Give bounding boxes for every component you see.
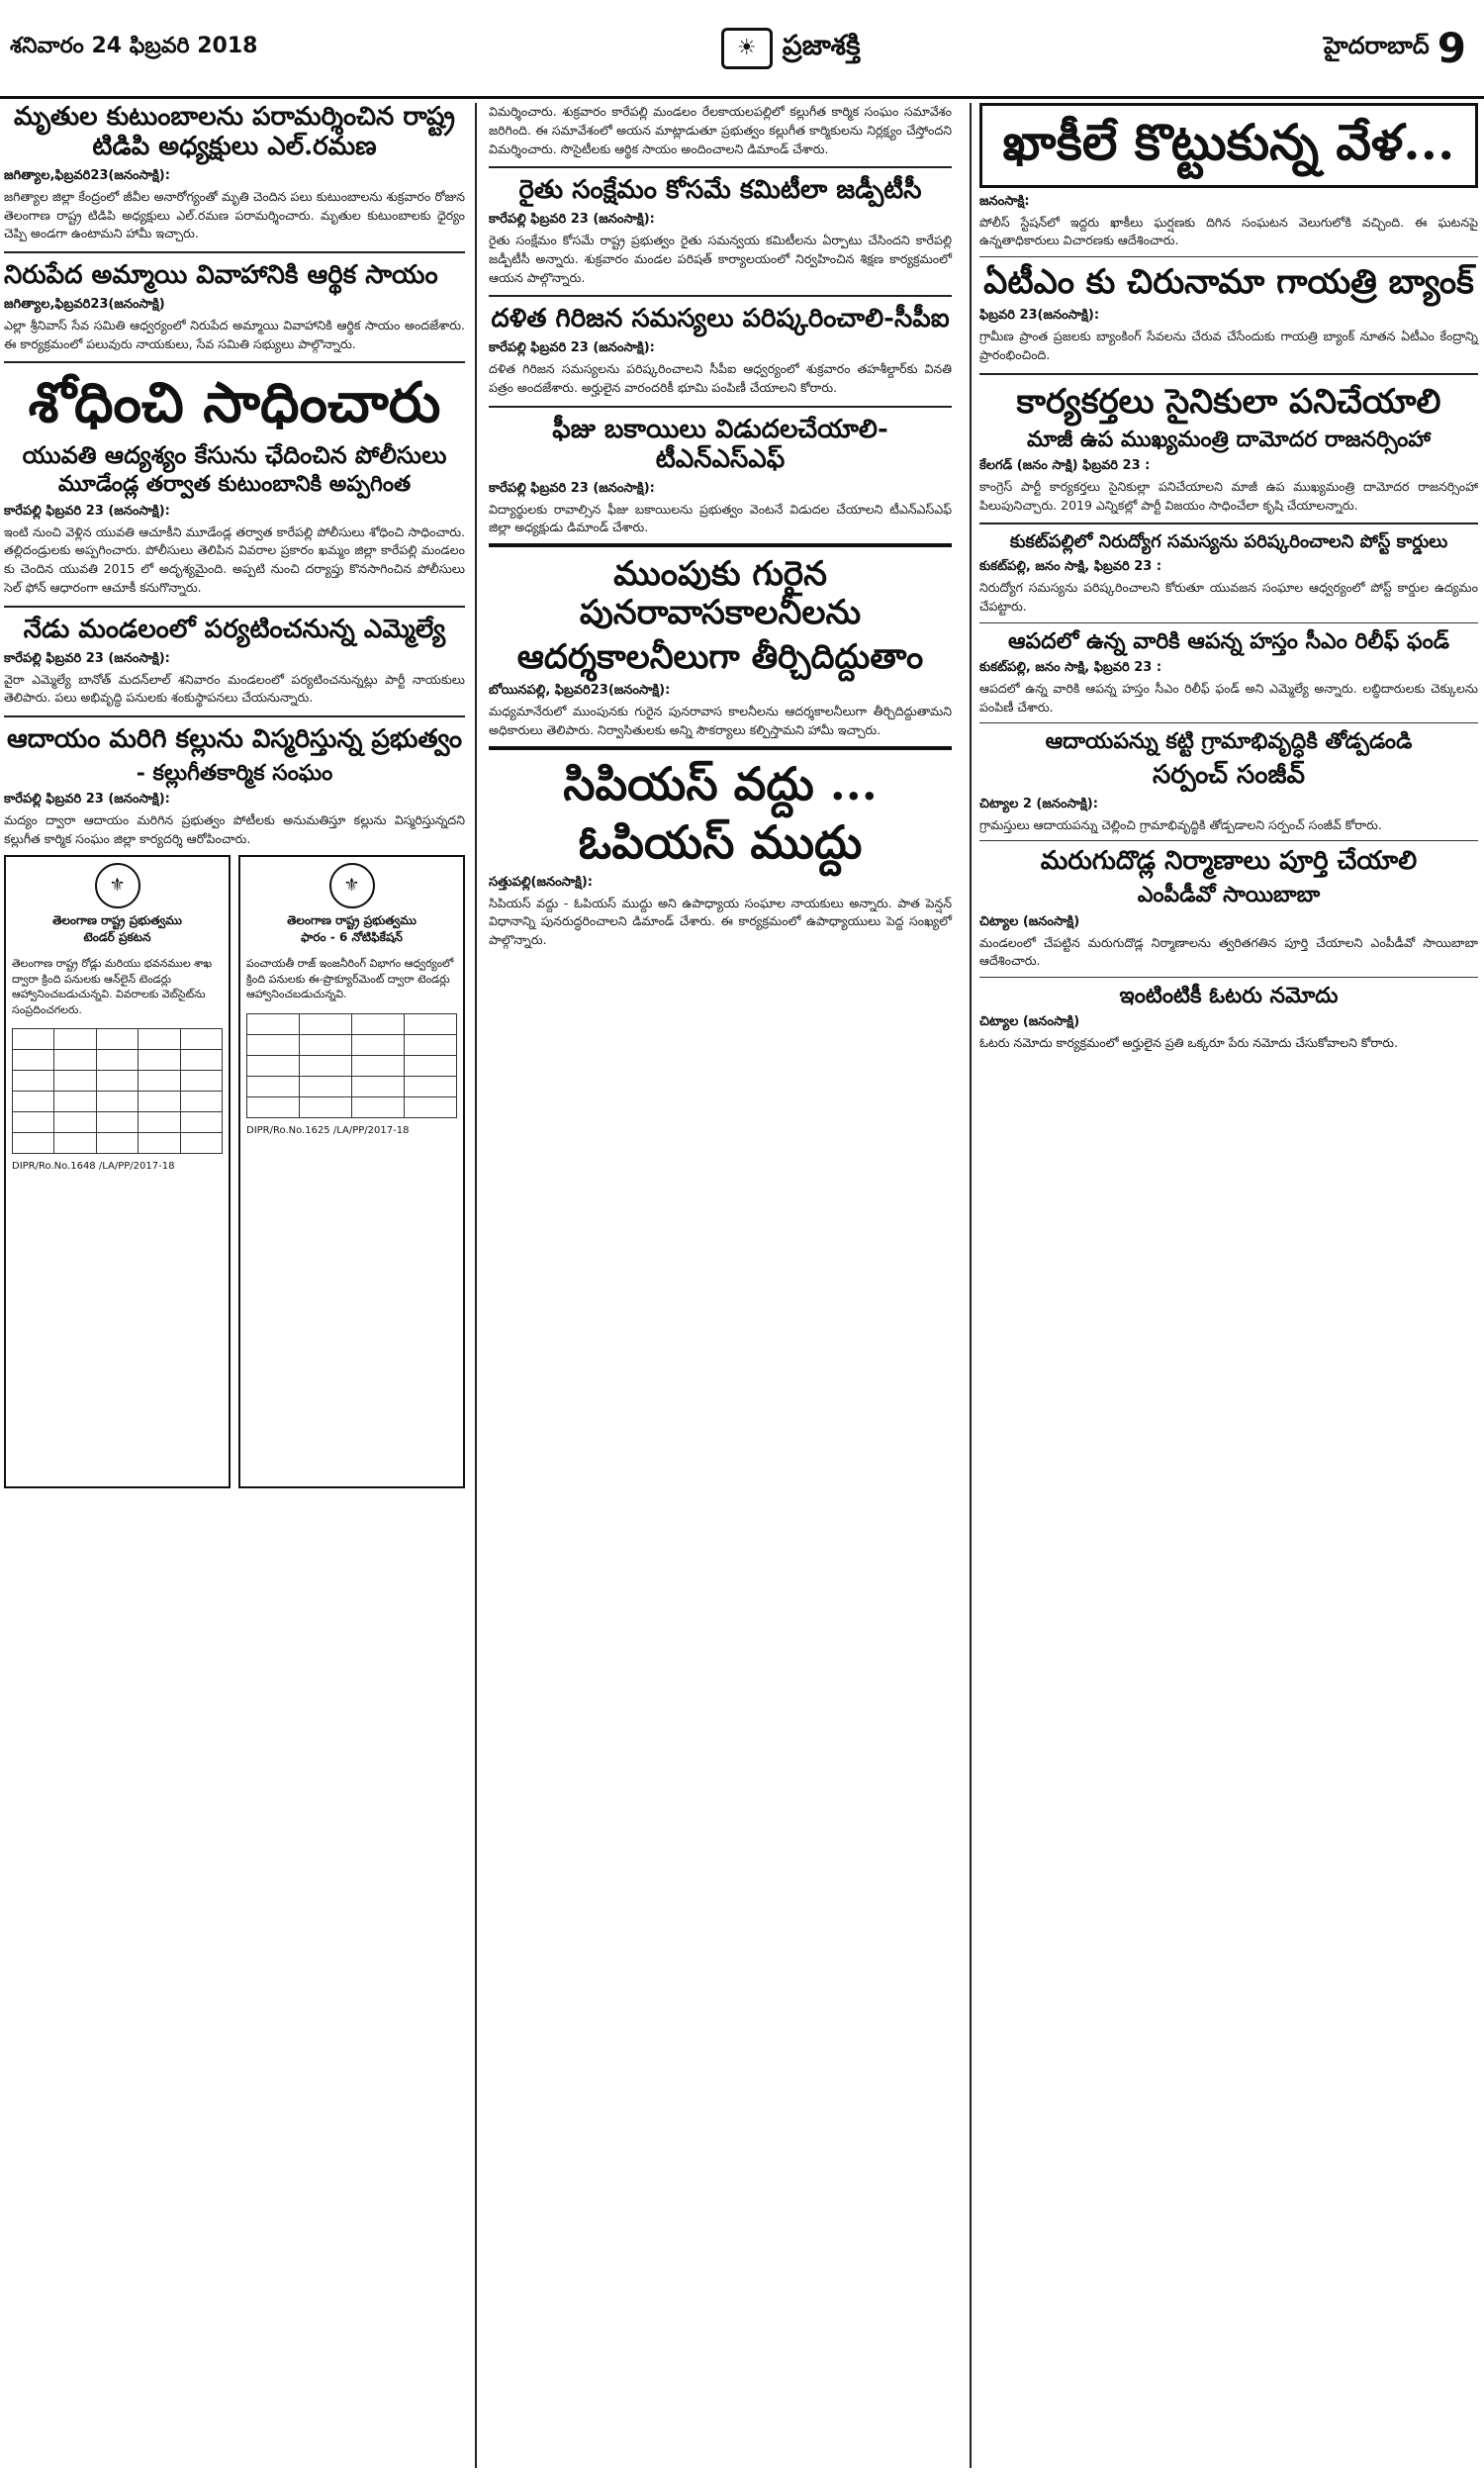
divider: [489, 543, 952, 547]
column-divider: [970, 103, 972, 2468]
ad-footer: DIPR/Ro.No.1648 /LA/PP/2017-18: [12, 1160, 175, 1172]
subheadline: ఎంపీడీవో సాయిబాబా: [1137, 882, 1321, 908]
headline: ఇంటింటికీ ఓటరు నమోదు: [1119, 983, 1339, 1009]
ad-subtitle: ఫారం - 6 నోటిఫికేషన్: [301, 929, 403, 944]
dateline: కారేపల్లి ఫిబ్రవరి 23 (జనంసాక్షి):: [4, 503, 170, 519]
brand-logo: [721, 28, 861, 69]
divider: [979, 977, 1478, 978]
subheadline: - కల్లుగీతకార్మిక సంఘం: [136, 759, 333, 786]
article-body: రైతు సంక్షేమం కోసమే రాష్ట్ర ప్రభుత్వం రైతు సమన్వయ కమిటీలను ఏర్పాటు చేసిందని కారేపల్లి జడ్పీటీసీ అన్నారు. శుక్రవారం మండల పరిషత్ కార్యాలయంలో నిర్వహించిన శిక్షణ కార్యక్రమంలో ఆయన పాల్గొన్నారు.: [489, 233, 952, 285]
dateline: కుకట్‌పల్లి, జనం సాక్షి, ఫిబ్రవరి 23 :: [979, 559, 1162, 575]
article-body: గ్రామీణ ప్రాంత ప్రజలకు బ్యాంకింగ్ సేవలను చేరువ చేసేందుకు గాయత్రి బ్యాంక్ నూతన ఏటీఎం కేంద్రాన్ని ప్రారంభించింది.: [979, 329, 1478, 362]
ad-subtitle: టెండర్ ప్రకటన: [83, 929, 151, 944]
article-ramana: [4, 103, 465, 243]
subheadline: ఆదర్శకాలనీలుగా తీర్చిదిద్దుతాం: [516, 637, 924, 678]
headline: కుకట్‌పల్లిలో నిరుద్యోగ సమస్యను పరిష్కరించాలని పోస్ట్ కార్డులు: [1009, 531, 1448, 553]
state-emblem-icon: ⚜: [95, 863, 140, 908]
article-body: దళిత గిరిజన సమస్యలను పరిష్కరించాలని సీపీఐ ఆధ్వర్యంలో శుక్రవారం తహశీల్దార్‌కు వినతి పత్రం అందజేశారు. అర్హులైన వారందరికీ భూమి పంపిణీ చేయాలని కోరారు.: [489, 361, 952, 396]
divider: [4, 606, 465, 608]
ad-footer: DIPR/Ro.No.1625 /LA/PP/2017-18: [246, 1124, 410, 1136]
headline: మరుగుదొడ్ల నిర్మాణాలు పూర్తి చేయాలి: [1040, 846, 1418, 877]
article-body: మద్యం ద్వారా ఆదాయం మరిగిన ప్రభుత్వం పోటీలకు అనుమతిస్తూ కల్లును విస్మరిస్తున్నదని కల్లుగీత కార్మిక సంఘం జిల్లా కార్యదర్శి ఆరోపించారు.: [4, 812, 465, 847]
divider: [489, 746, 952, 750]
column-divider: [475, 103, 477, 2468]
article-body: విమర్శించారు. శుక్రవారం కారేపల్లి మండలం రేలకాయలపల్లిలో కల్లుగీత కార్మిక సంఘం సమావేశం జరిగింది. ఈ సమావేశంలో అయన మాట్లాడుతూ ప్రభుత్వం కల్లుగీత కార్మికులను నిర్లక్ష్యం చేస్తోందని విమర్శించారు. సొసైటీలకు ఆర్థిక సాయం అందించాలని డిమాండ్ చేశారు.: [489, 104, 952, 156]
masthead: [0, 0, 1484, 99]
article-body: కాంగ్రెస్ పార్టీ కార్యకర్తలు సైనికుల్లా పనిచేయాలని మాజీ ఉప ముఖ్యమంత్రి దామోదర రాజనర్సింహా పిలుపునిచ్చారు. 2019 ఎన్నికల్లో పార్టీ విజయం సాధించేలా కృషి చేయాలన్నారు.: [979, 478, 1478, 513]
article-body: వైరా ఎమ్మెల్యే బానోత్ మదన్‌లాల్ శనివారం మండలంలో పర్యటించనున్నట్లు పార్టీ నాయకులు తెలిపారు. పలు అభివృద్ధి పనులకు శంకుస్థాపనలు చేయనున్నారు.: [4, 671, 465, 706]
dateline: కారేపల్లి ఫిబ్రవరి 23 (జనంసాక్షి):: [489, 480, 655, 496]
headline: ఆదాయం మరిగి కల్లును విస్మరిస్తున్న ప్రభుత్వం: [6, 724, 463, 755]
divider: [979, 840, 1478, 841]
divider: [489, 406, 952, 408]
article-cps-ops: [489, 758, 952, 950]
dateline: కారేపల్లి ఫిబ్రవరి 23 (జనంసాక్షి):: [4, 792, 170, 808]
dateline: ఫిబ్రవరి 23(జనంసాక్షి):: [979, 308, 1100, 324]
article-body: విద్యార్థులకు రావాల్సిన ఫీజు బకాయిలను ప్రభుత్వం వెంటనే విడుదల చేయాలని టీఎన్ఎస్ఎఫ్ జిల్లా అధ్యక్షుడు డిమాండ్ చేశారు.: [489, 501, 952, 535]
article-workers-soldiers: [979, 383, 1478, 516]
column-right: [979, 103, 1484, 1059]
dateline: చిట్యాల (జనంసాక్షి): [979, 1014, 1080, 1030]
dateline: సత్తుపల్లి(జనంసాక్షి):: [489, 874, 594, 890]
headline: ఆపదలో ఉన్న వారికి ఆపన్న హస్తం సీఎం రిలీఫ్ ఫండ్: [1007, 627, 1450, 654]
article-body: ఎల్లా శ్రీనివాస్ సేవ సమితి ఆధ్వర్యంలో నిరుపేద అమ్మాయి వివాహానికి ఆర్థిక సాయం అందజేశారు. ఈ కార్యక్రమంలో పలువురు నాయకులు, సేవ సమితి సభ్యులు పాల్గొన్నారు.: [4, 317, 465, 351]
headline: ముంపుకు గురైన పునరావాసకాలనీలను: [579, 554, 862, 633]
subheadline: ఓపియస్ ముద్దు: [578, 814, 863, 869]
government-ads: [4, 855, 465, 1488]
column-left: [0, 103, 473, 1488]
divider: [4, 715, 465, 717]
article-police-clash: [979, 103, 1478, 188]
article-atm: [979, 263, 1478, 365]
article-body: ఇంటి నుంచి వెళ్లిన యువతి ఆచూకీని మూడేండ్ల తర్వాత కారేపల్లి పోలీసులు శోధించి సాధించారు. తల్లిదండ్రులకు అప్పగించారు. పోలీసులు తెలిపిన వివరాల ప్రకారం ఖమ్మం జిల్లా కారేపల్లి మండలం కు చెందిన యువతి 2015 లో అదృశ్యమైంది. అప్పటి నుంచి దర్యాప్తు కొనసాగించిన పోలీసులు సెల్ ఫోన్ ఆధారంగా ఆచూకీ కనుగొన్నారు.: [4, 524, 465, 595]
headline: కార్యకర్తలు సైనికులా పనిచేయాలి: [1016, 381, 1441, 422]
issue-date: శనివారం 24 ఫిబ్రవరి 2018: [10, 33, 258, 58]
state-emblem-icon: ⚜: [329, 863, 375, 908]
article-body: నిరుద్యోగ సమస్యను పరిష్కరించాలని కోరుతూ యువజన సంఘాల ఆధ్వర్యంలో పోస్ట్ కార్డుల ఉద్యమం చేపట్టారు.: [979, 580, 1478, 614]
article-income-tax: [979, 729, 1478, 834]
divider: [979, 523, 1478, 524]
headline: ఫీజు బకాయిలు విడుదలచేయాలి- టీఎన్ఎస్ఎఫ్: [552, 414, 888, 474]
column-middle: [481, 103, 960, 956]
headline: నేడు మండలంలో పర్యటించనున్న ఎమ్మెల్యే: [23, 614, 446, 644]
article-fee-dues: [489, 416, 952, 537]
divider: [979, 256, 1478, 257]
article-body: జగిత్యాల జిల్లా కేంద్రంలో జీవీల అనారోగ్యంతో మృతి చెందిన పలు కుటుంబాలను శుక్రవారం రోజున తెలంగాణ రాష్ట్ర టిడిపి అధ్యక్షులు ఎల్.రమణ పరామర్శించారు. మృతుల కుటుంబాలకు ధైర్యం చెప్పి అండగా ఉంటామని హామీ ఇచ్చారు.: [4, 188, 465, 241]
divider: [979, 622, 1478, 623]
article-mla-visit: [4, 616, 465, 708]
page-number: 9: [1437, 24, 1466, 72]
subheadline: సర్పంచ్ సంజీవ్: [1152, 759, 1305, 790]
article-body: పోలీస్ స్టేషన్‌లో ఇద్దరు ఖాకీలు ఘర్షణకు దిగిన సంఘటన వెలుగులోకి వచ్చింది. ఈ ఘటనపై ఉన్నతాధికారులు విచారణకు ఆదేశించారు.: [979, 214, 1478, 248]
dateline: జనంసాక్షి:: [979, 193, 1030, 209]
article-missing-case: [4, 371, 465, 597]
headline: రైతు సంక్షేమం కోసమే కమిటీలా జడ్పీటీసీ: [518, 175, 922, 206]
article-rehabilitation: [489, 555, 952, 740]
headline: ఏటీఎం కు చిరునామా గాయత్రి బ్యాంక్: [983, 262, 1474, 302]
article-voter-enrollment: [979, 984, 1478, 1053]
dateline: కుకట్‌పల్లి, జనం సాక్షి, ఫిబ్రవరి 23 :: [979, 659, 1162, 675]
headline: నిరుపేద అమ్మాయి వివాహానికి ఆర్థిక సాయం: [4, 260, 438, 291]
kicker: మూడేండ్ల తర్వాత కుటుంబానికి అప్పగింత: [57, 471, 412, 498]
divider: [979, 722, 1478, 723]
ad-table: [12, 1028, 223, 1154]
article-marriage-aid: [4, 261, 465, 353]
article-farmer-welfare: [489, 176, 952, 287]
brand-name: ప్రజాశక్తి: [782, 28, 861, 61]
dateline: చిట్యాల (జనంసాక్షి): [979, 913, 1080, 929]
columns: [0, 103, 1484, 2468]
headline: శోధించి సాధించారు: [28, 370, 441, 436]
dateline: చిట్యాల 2 (జనంసాక్షి):: [979, 796, 1098, 811]
article-police-clash-body: [979, 194, 1478, 251]
divider: [979, 373, 1478, 375]
headline: దళిత గిరిజన సమస్యలు పరిష్కరించాలి-సీపీఐ: [491, 304, 950, 334]
ad-text: తెలంగాణ రాష్ట్ర రోడ్లు మరియు భవనముల శాఖ ద్వారా క్రింది పనులకు ఆన్‌లైన్ టెండర్లు ఆహ్వానించబడుచున్నవి. వివరాలకు వెబ్‌సైట్‌ను సంప్రదించగలరు.: [12, 957, 213, 1016]
ad-text: పంచాయతీ రాజ్ ఇంజనీరింగ్ విభాగం ఆధ్వర్యంలో క్రింది పనులకు ఈ-ప్రొక్యూర్‌మెంట్ ద్వారా టెండర్లు ఆహ్వానించబడుచున్నవి.: [246, 957, 454, 1001]
headline: మృతుల కుటుంబాలను పరామర్శించిన రాష్ట్ర టిడిపి అధ్యక్షులు ఎల్.రమణ: [14, 102, 455, 161]
article-toilets: [979, 847, 1478, 971]
article-body: మధ్యమానేరులో ముంపునకు గురైన పునరావాస కాలనీలను ఆదర్శకాలనీలుగా తీర్చిదిద్దుతామని అధికారులు తెలిపారు. నిర్వాసితులకు అన్ని సౌకర్యాలు కల్పిస్తామని హామీ ఇచ్చారు.: [489, 704, 952, 738]
headline: ఖాకీలే కొట్టుకున్న వేళ...: [1002, 113, 1455, 171]
divider: [4, 251, 465, 253]
article-toddy-workers: [4, 725, 465, 849]
divider: [489, 295, 952, 297]
dateline: జగిత్యాల,ఫిబ్రవరి23(జనంసాక్షి): [4, 296, 165, 312]
article-cm-relief: [979, 629, 1478, 717]
dateline: బోయినపల్లి, ఫిబ్రవరి23(జనంసాక్షి):: [489, 683, 671, 699]
ad-title: తెలంగాణ రాష్ట్ర ప్రభుత్వము: [52, 912, 182, 927]
headline: సిపియస్ వద్దు ...: [563, 756, 878, 810]
article-cpi: [489, 305, 952, 397]
article-postcards: [979, 532, 1478, 616]
ad-title: తెలంగాణ రాష్ట్ర ప్రభుత్వము: [287, 912, 417, 927]
sun-logo-icon: ☀: [721, 28, 773, 69]
divider: [4, 361, 465, 363]
divider: [489, 166, 952, 168]
article-body: మండలంలో చేపట్టిన మరుగుదొడ్ల నిర్మాణాలను త్వరితగతిన పూర్తి చేయాలని ఎంపీడీవో సాయిబాబా ఆదేశించారు.: [979, 934, 1478, 969]
subheadline: మాజీ ఉప ముఖ్యమంత్రి దామోదర రాజనర్సింహా: [1026, 426, 1432, 452]
dateline: కేలగడ్ (జనం సాక్షి) ఫిబ్రవరి 23 :: [979, 457, 1151, 473]
article-continuation: [489, 103, 952, 158]
ad-table: [246, 1013, 457, 1118]
edition: [1324, 24, 1466, 72]
dateline: జగిత్యాల,ఫిబ్రవరి23(జనంసాక్షి):: [4, 167, 170, 183]
subheadline: యువతి ఆద్యశ్యం కేసును ఛేదించిన పోలీసులు: [22, 439, 447, 469]
dateline: కారేపల్లి ఫిబ్రవరి 23 (జనంసాక్షి):: [489, 340, 655, 356]
article-body: ఓటరు నమోదు కార్యక్రమంలో అర్హులైన ప్రతి ఒక్కరూ పేరు నమోదు చేసుకోవాలని కోరారు.: [979, 1035, 1398, 1051]
edition-city: హైదరాబాద్: [1323, 31, 1430, 59]
article-body: ఆపదలో ఉన్న వారికి ఆపన్న హస్తం సీఎం రిలీఫ్ ఫండ్ అని ఎమ్మెల్యే అన్నారు. లబ్ధిదారులకు చెక్కులను పంపిణీ చేశారు.: [979, 680, 1478, 714]
notification-ad: [238, 855, 465, 1488]
tender-ad: [4, 855, 231, 1488]
article-body: గ్రామస్తులు ఆదాయపన్ను చెల్లించి గ్రామాభివృద్ధికి తోడ్పడాలని సర్పంచ్ సంజీవ్ కోరారు.: [979, 816, 1382, 832]
article-body: సిపియస్ వద్దు - ఓపియస్ ముద్దు అని ఉపాధ్యాయ సంఘాల నాయకులు అన్నారు. పాత పెన్షన్ విధానాన్ని పునరుద్ధరించాలని డిమాండ్ చేశారు. ఈ కార్యక్రమంలో ఉపాధ్యాయులు పెద్ద సంఖ్యలో పాల్గొన్నారు.: [489, 895, 952, 948]
dateline: కారేపల్లి ఫిబ్రవరి 23 (జనంసాక్షి):: [4, 650, 170, 666]
dateline: కారేపల్లి ఫిబ్రవరి 23 (జనంసాక్షి):: [489, 212, 655, 228]
headline: ఆదాయపన్ను కట్టి గ్రామాభివృద్ధికి తోడ్పడండి: [1045, 728, 1413, 755]
